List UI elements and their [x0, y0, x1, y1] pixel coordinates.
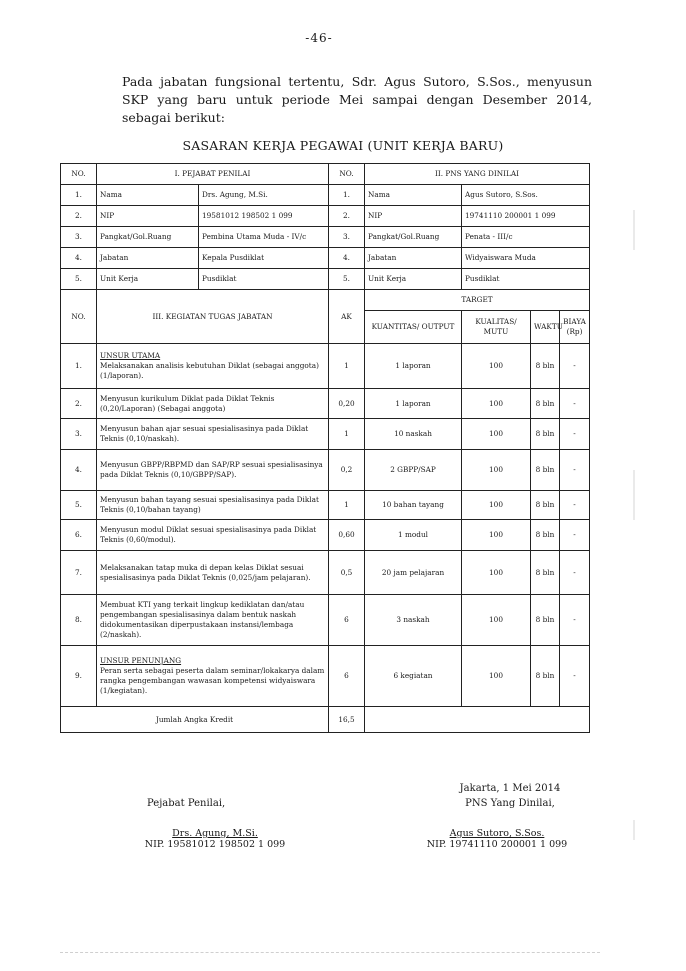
scan-edge-marks: [624, 0, 638, 971]
identity-no-2: 2.: [329, 206, 365, 227]
pns-label: PNS Yang Dinilai,: [465, 798, 555, 809]
section-heading-unsur-utama: UNSUR UTAMA: [100, 351, 161, 360]
identity-no: 2.: [61, 206, 97, 227]
identity-label-2: NIP: [365, 206, 462, 227]
task-description: [97, 344, 329, 389]
task-biaya: -: [560, 344, 590, 389]
identity-no-2: 5.: [329, 269, 365, 290]
penilai-name: Drs. Agung, M.Si.: [172, 828, 258, 839]
identity-value-2: Penata - III/c: [462, 227, 590, 248]
total-row: [61, 707, 590, 733]
identity-no: 1.: [61, 185, 97, 206]
task-mutu: 100: [462, 491, 531, 520]
total-label: Jumlah Angka Kredit: [61, 707, 329, 733]
task-row: [61, 419, 590, 450]
identity-row: [61, 206, 590, 227]
task-mutu: 100: [462, 520, 531, 551]
task-mutu: 100: [462, 595, 531, 646]
identity-row: [61, 185, 590, 206]
task-waktu: 8 bln: [531, 344, 560, 389]
task-mutu: 100: [462, 389, 531, 419]
task-ak: 1: [329, 419, 365, 450]
total-blank: [365, 707, 590, 733]
identity-value: 19581012 198502 1 099: [199, 206, 329, 227]
task-ak: 6: [329, 595, 365, 646]
task-ak: 1: [329, 344, 365, 389]
task-output: 3 naskah: [365, 595, 462, 646]
document-title: SASARAN KERJA PEGAWAI (UNIT KERJA BARU): [182, 138, 504, 153]
identity-no: 5.: [61, 269, 97, 290]
task-text: Peran serta sebagai peserta dalam seminar/lokakarya dalam rangka pengembangan wawasan kompetensi widyaiswara (1/kegiatan).: [100, 666, 325, 695]
task-header-no: NO.: [61, 290, 97, 344]
identity-header-row: [61, 164, 590, 185]
task-ak: 0,2: [329, 450, 365, 491]
task-output: 20 jam pelajaran: [365, 551, 462, 595]
task-text: Melaksanakan tatap muka di depan kelas Diklat sesuai spesialisasinya pada Diklat Teknis (0,025/jam pelajaran).: [97, 551, 329, 595]
task-waktu: 8 bln: [531, 419, 560, 450]
identity-row: [61, 227, 590, 248]
identity-label: Unit Kerja: [97, 269, 199, 290]
identity-label: Nama: [97, 185, 199, 206]
task-waktu: 8 bln: [531, 595, 560, 646]
identity-row: [61, 269, 590, 290]
scan-bottom-rule: [60, 952, 600, 953]
task-header-biaya: BIAYA (Rp): [560, 311, 590, 344]
pns-signature-block: [412, 828, 582, 850]
task-row: [61, 450, 590, 491]
task-row: [61, 646, 590, 707]
task-row: [61, 344, 590, 389]
task-no: 7.: [61, 551, 97, 595]
task-waktu: 8 bln: [531, 646, 560, 707]
task-header-ak: AK: [329, 290, 365, 344]
task-header-target: TARGET: [365, 290, 590, 311]
task-text: Menyusun bahan ajar sesuai spesialisasinya pada Diklat Teknis (0,10/naskah).: [97, 419, 329, 450]
task-text: Menyusun kurikulum Diklat pada Diklat Teknis (0,20/Laporan) (Sebagai anggota): [97, 389, 329, 419]
header-no-2: NO.: [329, 164, 365, 185]
task-text: Melaksanakan analisis kebutuhan Diklat (sebagai anggota) (1/laporan).: [100, 361, 319, 380]
identity-value-2: Pusdiklat: [462, 269, 590, 290]
place-date: Jakarta, 1 Mei 2014: [459, 783, 561, 794]
task-output: 1 laporan: [365, 344, 462, 389]
task-waktu: 8 bln: [531, 450, 560, 491]
task-header-kualitas: KUALITAS/ MUTU: [462, 311, 531, 344]
task-row: [61, 491, 590, 520]
task-ak: 6: [329, 646, 365, 707]
task-mutu: 100: [462, 344, 531, 389]
task-waktu: 8 bln: [531, 491, 560, 520]
task-mutu: 100: [462, 646, 531, 707]
penilai-label: Pejabat Penilai,: [147, 798, 226, 809]
task-biaya: -: [560, 419, 590, 450]
penilai-signature-block: [130, 828, 300, 850]
task-text: Menyusun GBPP/RBPMD dan SAP/RP sesuai spesialisasinya pada Diklat Teknis (0,10/GBPP/SAP).: [97, 450, 329, 491]
task-output: 10 bahan tayang: [365, 491, 462, 520]
task-biaya: -: [560, 491, 590, 520]
identity-value: Kepala Pusdiklat: [199, 248, 329, 269]
identity-value: Drs. Agung, M.Si.: [199, 185, 329, 206]
task-biaya: -: [560, 646, 590, 707]
task-header-kuantitas: KUANTITAS/ OUTPUT: [365, 311, 462, 344]
task-ak: 0,20: [329, 389, 365, 419]
intro-paragraph: Pada jabatan fungsional tertentu, Sdr. Agus Sutoro, S.Sos., menyusun SKP yang baru untuk periode Mei sampai dengan Desember 2014, sebagai berikut:: [122, 74, 592, 125]
identity-value-2: Agus Sutoro, S.Sos.: [462, 185, 590, 206]
task-output: 6 kegiatan: [365, 646, 462, 707]
task-row: [61, 520, 590, 551]
section-heading-unsur-penunjang: UNSUR PENUNJANG: [100, 656, 182, 665]
task-output: 1 modul: [365, 520, 462, 551]
identity-no-2: 4.: [329, 248, 365, 269]
task-no: 1.: [61, 344, 97, 389]
signature-place-block: [440, 781, 580, 811]
task-output: 2 GBPP/SAP: [365, 450, 462, 491]
task-text: Menyusun modul Diklat sesuai spesialisasinya pada Diklat Teknis (0,60/modul).: [97, 520, 329, 551]
header-no: NO.: [61, 164, 97, 185]
identity-no: 3.: [61, 227, 97, 248]
task-header-waktu: WAKTU: [531, 311, 560, 344]
task-header-row: [61, 290, 590, 311]
page-number: -46-: [305, 31, 333, 45]
task-ak: 1: [329, 491, 365, 520]
task-description: [97, 646, 329, 707]
task-biaya: -: [560, 389, 590, 419]
identity-label-2: Pangkat/Gol.Ruang: [365, 227, 462, 248]
task-no: 3.: [61, 419, 97, 450]
task-biaya: -: [560, 595, 590, 646]
task-no: 2.: [61, 389, 97, 419]
penilai-nip: NIP. 19581012 198502 1 099: [144, 839, 286, 850]
pns-name: Agus Sutoro, S.Sos.: [449, 828, 545, 839]
identity-value-2: 19741110 200001 1 099: [462, 206, 590, 227]
pns-nip: NIP. 19741110 200001 1 099: [426, 839, 568, 850]
identity-label: Jabatan: [97, 248, 199, 269]
task-mutu: 100: [462, 450, 531, 491]
task-no: 6.: [61, 520, 97, 551]
task-waktu: 8 bln: [531, 551, 560, 595]
identity-label-2: Unit Kerja: [365, 269, 462, 290]
task-output: 1 laporan: [365, 389, 462, 419]
identity-no-2: 1.: [329, 185, 365, 206]
header-pejabat-penilai: I. PEJABAT PENILAI: [97, 164, 329, 185]
total-value: 16,5: [329, 707, 365, 733]
identity-label-2: Nama: [365, 185, 462, 206]
task-text: Membuat KTI yang terkait lingkup kediklatan dan/atau pengembangan spesialisasinya dalam bentuk naskah didokumentasikan diperpustakaan instansi/lembaga (2/naskah).: [97, 595, 329, 646]
task-text: Menyusun bahan tayang sesuai spesialisasinya pada Diklat Teknis (0,10/bahan tayang): [97, 491, 329, 520]
identity-value: Pusdiklat: [199, 269, 329, 290]
task-biaya: -: [560, 551, 590, 595]
task-mutu: 100: [462, 551, 531, 595]
task-row: [61, 595, 590, 646]
identity-label: NIP: [97, 206, 199, 227]
task-no: 8.: [61, 595, 97, 646]
task-waktu: 8 bln: [531, 389, 560, 419]
task-output: 10 naskah: [365, 419, 462, 450]
identity-row: [61, 248, 590, 269]
identity-no-2: 3.: [329, 227, 365, 248]
task-waktu: 8 bln: [531, 520, 560, 551]
task-mutu: 100: [462, 419, 531, 450]
task-row: [61, 389, 590, 419]
identity-label-2: Jabatan: [365, 248, 462, 269]
identity-value: Pembina Utama Muda - IV/c: [199, 227, 329, 248]
task-ak: 0,60: [329, 520, 365, 551]
task-no: 4.: [61, 450, 97, 491]
task-header-kegiatan: III. KEGIATAN TUGAS JABATAN: [97, 290, 329, 344]
skp-table: [60, 163, 590, 733]
task-no: 9.: [61, 646, 97, 707]
task-biaya: -: [560, 520, 590, 551]
task-row: [61, 551, 590, 595]
header-pns-dinilai: II. PNS YANG DINILAI: [365, 164, 590, 185]
identity-value-2: Widyaiswara Muda: [462, 248, 590, 269]
identity-no: 4.: [61, 248, 97, 269]
task-ak: 0,5: [329, 551, 365, 595]
identity-label: Pangkat/Gol.Ruang: [97, 227, 199, 248]
task-biaya: -: [560, 450, 590, 491]
task-no: 5.: [61, 491, 97, 520]
